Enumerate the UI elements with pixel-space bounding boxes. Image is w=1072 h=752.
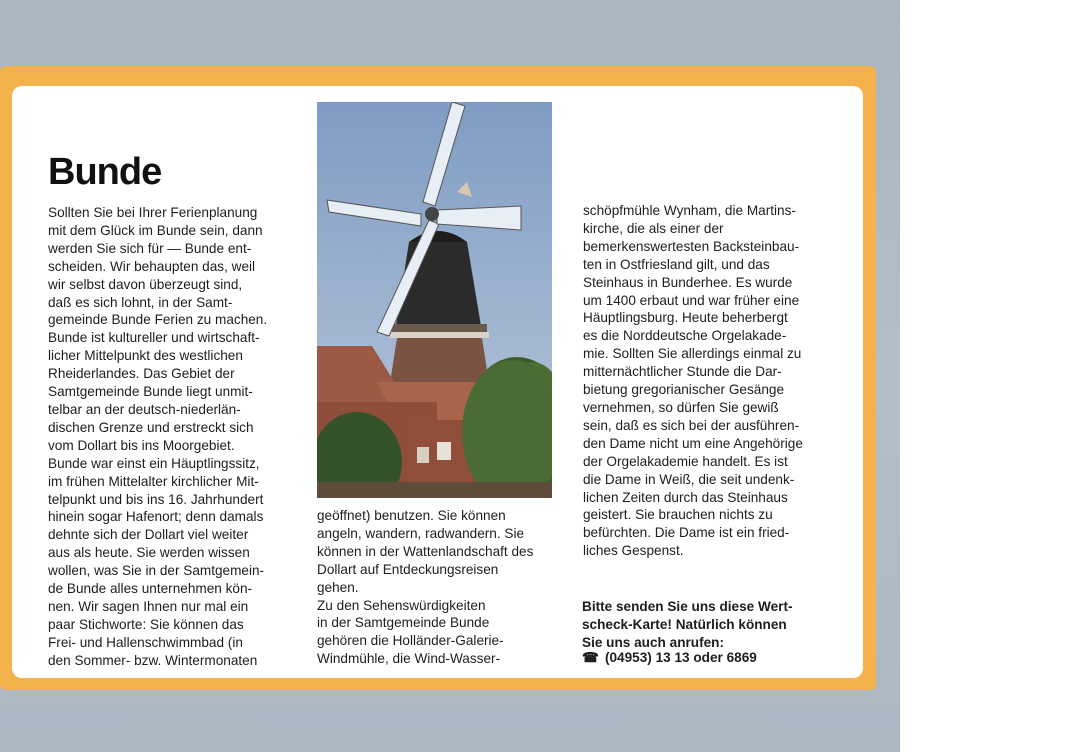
page-title: Bunde xyxy=(48,151,162,193)
windmill-image xyxy=(317,102,552,498)
call-to-action: Bitte senden Sie uns diese Wert- scheck-Karte! Natürlich können Sie uns auch anrufen: xyxy=(582,599,793,650)
phone-line xyxy=(582,650,757,666)
text-column-1: Sollten Sie bei Ihrer Ferienplanung mit dem Glück im Bunde sein, dann werden Sie sich für — Bunde ent- scheiden. Wir behaupten das, weil wir selbst davon überzeugt sind, daß es sich lohnt, in der Samt- gemeinde Bunde Ferien zu machen. Bunde ist kultureller und wirtschaft- licher Mittelpunkt des westlichen Rheiderlandes. Das Gebiet der Samtgemeinde Bunde liegt unmit- telbar an der deutsch-niederlän- dischen Grenze und erstreckt sich vom Dollart bis ins Moorgebiet. Bunde war einst ein Häuptlingssitz, im frühen Mittelalter kirchlicher Mit- telpunkt und bis ins 16. Jahrhundert hinein sogar Hafenort; denn damals dehnte sich der Dollart viel weiter aus als heute. Sie werden wissen wollen, was Sie in der Samtgemein- de Bunde alles unternehmen kön- nen. Wir sagen Ihnen nur mal ein paar Stichworte: Sie können das Frei- und Hallenschwimmbad (in den Sommer- bzw. Wintermonaten xyxy=(48,205,268,668)
text-column-3: schöpfmühle Wynham, die Martins- kirche, die als einer der bemerkenswertesten Backsteinbau- ten in Ostfriesland gilt, und das Steinhaus in Bunderhee. Es wurde um 1400 erbaut und war früher eine Häuptlingsburg. Heute beherbergt es die Norddeutsche Orgelakade- mie. Sollten Sie allerdings einmal zu mitternächtlicher Stunde die Dar- bietung gregorianischer Gesänge vernehmen, so dürfen Sie gewiß sein, daß es sich bei der ausführen- den Dame nicht um eine Angehörige der Orgelakademie handelt. Es ist die Dame in Weiß, die seit undenk- lichen Zeiten durch das Steinhaus geistert. Sie brauchen nichts zu befürchten. Die Dame ist ein fried- liches Gespenst. xyxy=(583,203,803,559)
text-column-2: geöffnet) benutzen. Sie können angeln, wandern, radwandern. Sie können in der Wattenlandschaft des Dollart auf Entdeckungsreisen gehen. Zu den Sehenswürdigkeiten in der Samtgemeinde Bunde gehören die Holländer-Galerie- Windmühle, die Wind-Wasser- xyxy=(317,508,534,667)
phone-number: (04953) 13 13 oder 6869 xyxy=(604,650,757,665)
windmill-photo xyxy=(317,102,552,498)
telephone-icon: ☎ xyxy=(582,650,599,665)
